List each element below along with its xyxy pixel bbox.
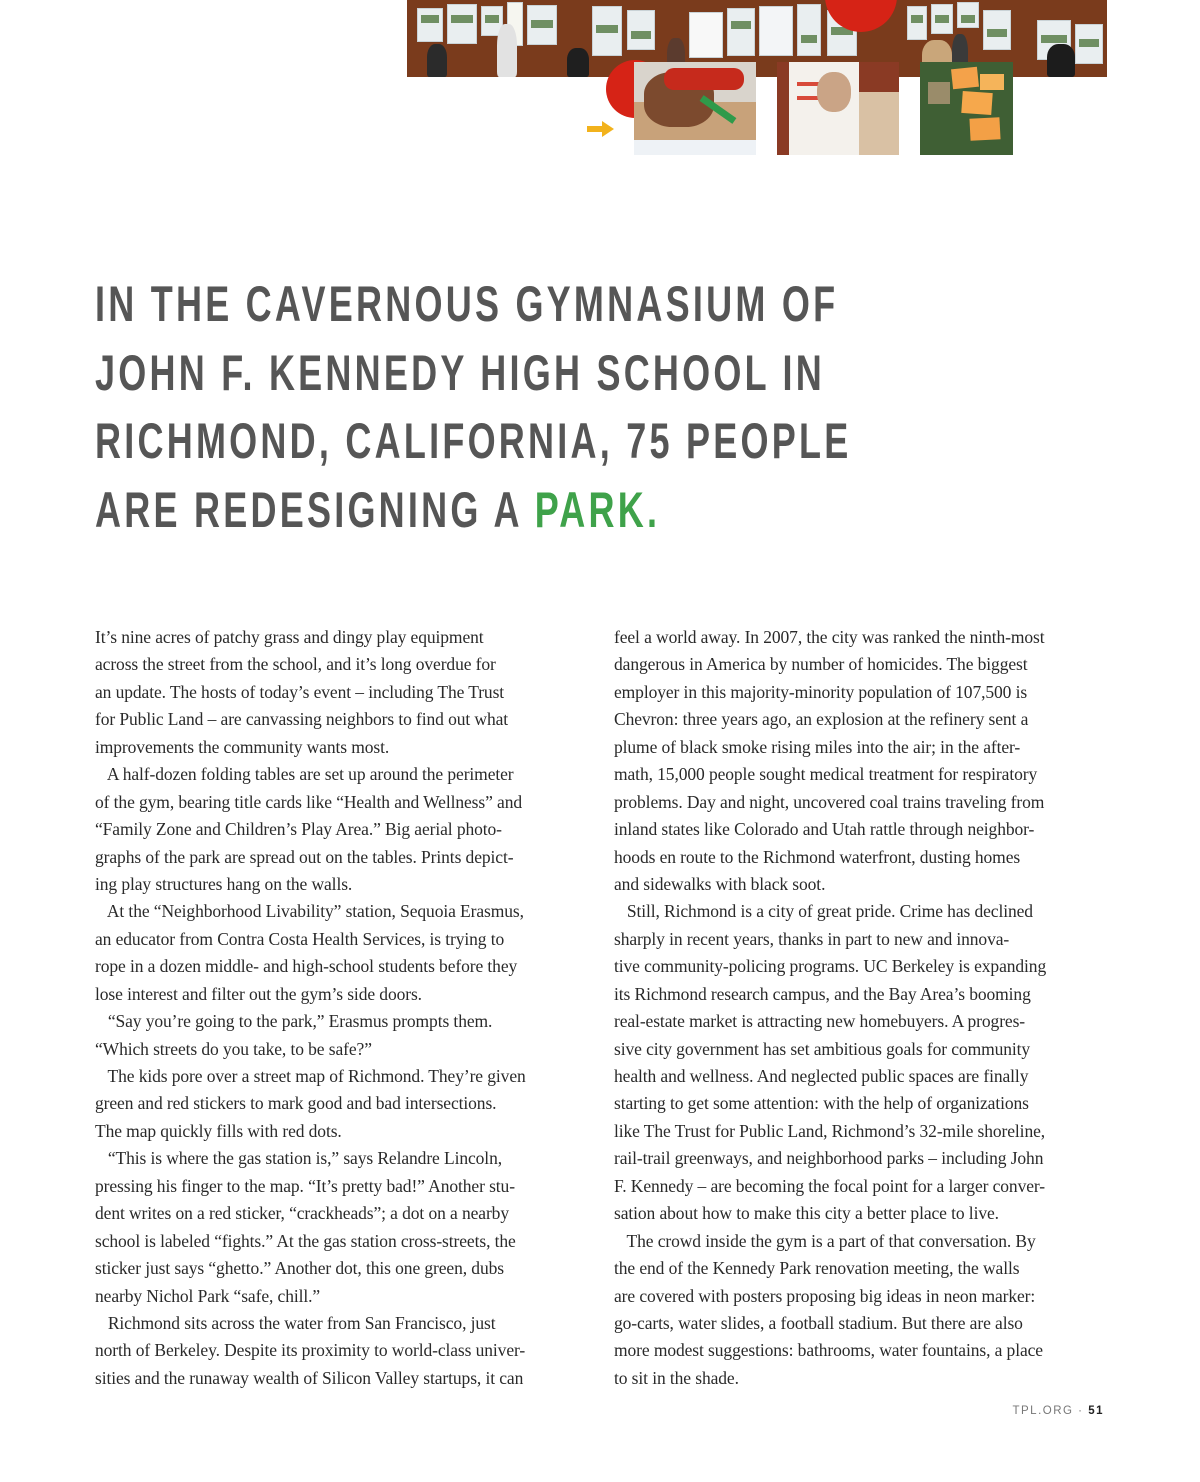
body-text-line: school is labeled “fights.” At the gas station cross-streets, the [95, 1230, 516, 1251]
body-text-line: “This is where the gas station is,” says Relandre Lincoln, [95, 1148, 502, 1169]
body-text-line: improvements the community wants most. [95, 736, 390, 757]
body-text-line: rope in a dozen middle- and high-school students before they [95, 956, 518, 977]
body-text-line: pressing his finger to the map. “It’s pretty bad!” Another stu- [95, 1175, 515, 1196]
body-text-line: F. Kennedy – are becoming the focal point for a larger conver- [614, 1175, 1046, 1196]
body-text-line: across the street from the school, and it’s long overdue for [95, 654, 496, 675]
body-text-line: “Which streets do you take, to be safe?” [95, 1038, 372, 1059]
body-text-line: lose interest and filter out the gym’s side doors. [95, 983, 422, 1004]
body-text-line: ing play structures hang on the walls. [95, 873, 353, 894]
headline [95, 270, 852, 544]
body-text-line: Still, Richmond is a city of great pride. Crime has declined [614, 901, 1033, 922]
body-text-line: A half-dozen folding tables are set up around the perimeter [95, 764, 514, 785]
body-text-line: its Richmond research campus, and the Bay Area’s booming [614, 983, 1031, 1004]
body-text-line: starting to get some attention: with the help of organizations [614, 1093, 1029, 1114]
body-text-line: inland states like Colorado and Utah rattle through neighbor- [614, 819, 1035, 840]
body-text-line: sive city government has set ambitious goals for community [614, 1038, 1031, 1059]
body-text-line: like The Trust for Public Land, Richmond’s 32-mile shoreline, [614, 1120, 1046, 1141]
body-text-line: The crowd inside the gym is a part of that conversation. By [614, 1230, 1036, 1251]
body-text-line: graphs of the park are spread out on the tables. Prints depict- [95, 846, 514, 867]
headline-line: ARE REDESIGNING A [95, 481, 535, 538]
body-text-line: sharply in recent years, thanks in part to new and innova- [614, 928, 1010, 949]
body-text-line: go-carts, water slides, a football stadium. But there are also [614, 1312, 1023, 1333]
site-name: TPL.ORG [1012, 1405, 1074, 1417]
body-text-line: sities and the runaway wealth of Silicon Valley startups, it can [95, 1367, 524, 1388]
body-text-line: employer in this majority-minority population of 107,500 is [614, 681, 1028, 702]
headline-accent-word: PARK. [534, 481, 661, 538]
body-text-line: Richmond sits across the water from San Francisco, just [95, 1312, 496, 1333]
body-text-line: “Family Zone and Children’s Play Area.” Big aerial photo- [95, 819, 502, 840]
photo-sticky-notes-on-map [920, 62, 1013, 155]
body-text-line: hoods en route to the Richmond waterfront, dusting homes [614, 846, 1021, 867]
body-text-line: to sit in the shade. [614, 1367, 739, 1388]
folio-separator: · [1073, 1405, 1089, 1417]
page-number: 51 [1088, 1405, 1104, 1417]
page-folio [1012, 1405, 1104, 1417]
body-text-line: The kids pore over a street map of Richmond. They’re given [95, 1066, 526, 1086]
body-text-line: nearby Nichol Park “safe, chill.” [95, 1285, 321, 1306]
body-text-line: Chevron: three years ago, an explosion at the refinery sent a [614, 709, 1029, 730]
headline-line: RICHMOND, CALIFORNIA, 75 PEOPLE [95, 413, 852, 469]
body-text-line: the end of the Kennedy Park renovation meeting, the walls [614, 1258, 1020, 1279]
body-text-line: and sidewalks with black soot. [614, 873, 826, 894]
body-text-line: are covered with posters proposing big ideas in neon marker: [614, 1285, 1036, 1306]
body-text-line: sticker just says “ghetto.” Another dot, this one green, dubs [95, 1258, 504, 1279]
body-text-line: feel a world away. In 2007, the city was ranked the ninth-most [614, 627, 1045, 647]
body-text-line: The map quickly fills with red dots. [95, 1120, 342, 1141]
body-text-line: for Public Land – are canvassing neighbors to find out what [95, 709, 509, 730]
body-text-line: green and red stickers to mark good and bad intersections. [95, 1093, 497, 1114]
body-text-line: health and wellness. And neglected public spaces are finally [614, 1066, 1029, 1086]
body-text-line: tive community-policing programs. UC Berkeley is expanding [614, 956, 1047, 977]
body-column-right [614, 624, 1114, 1392]
photo-hand-with-marker [634, 62, 756, 155]
body-text-line: sation about how to make this city a better place to live. [614, 1203, 999, 1224]
body-text-line: more modest suggestions: bathrooms, water fountains, a place [614, 1340, 1043, 1361]
body-text-line: problems. Day and night, uncovered coal trains traveling from [614, 791, 1045, 812]
body-text-line: rail-trail greenways, and neighborhood parks – including John [614, 1148, 1044, 1169]
body-column-left [95, 624, 595, 1392]
arrow-right-icon [587, 121, 614, 137]
body-text-line: At the “Neighborhood Livability” station, Sequoia Erasmus, [95, 901, 524, 922]
body-text-line: dangerous in America by number of homicides. The biggest [614, 654, 1028, 675]
body-text-line: dent writes on a red sticker, “crackheads”; a dot on a nearby [95, 1203, 509, 1224]
body-text-line: of the gym, bearing title cards like “Health and Wellness” and [95, 791, 522, 812]
body-text-line: “Say you’re going to the park,” Erasmus prompts them. [95, 1011, 493, 1032]
body-text-line: plume of black smoke rising miles into the air; in the after- [614, 736, 1021, 757]
headline-line: IN THE CAVERNOUS GYMNASIUM OF [95, 276, 839, 332]
headline-line: JOHN F. KENNEDY HIGH SCHOOL IN [95, 344, 825, 401]
body-text-line: north of Berkeley. Despite its proximity to world-class univer- [95, 1340, 526, 1361]
photo-writing-on-poster [777, 62, 899, 155]
body-text-line: It’s nine acres of patchy grass and dingy play equipment [95, 627, 484, 647]
body-text-line: an update. The hosts of today’s event – including The Trust [95, 681, 505, 702]
body-text-line: real-estate market is attracting new homebuyers. A progres- [614, 1011, 1026, 1032]
body-text-line: an educator from Contra Costa Health Services, is trying to [95, 928, 505, 949]
body-text-line: math, 15,000 people sought medical treatment for respiratory [614, 764, 1038, 785]
